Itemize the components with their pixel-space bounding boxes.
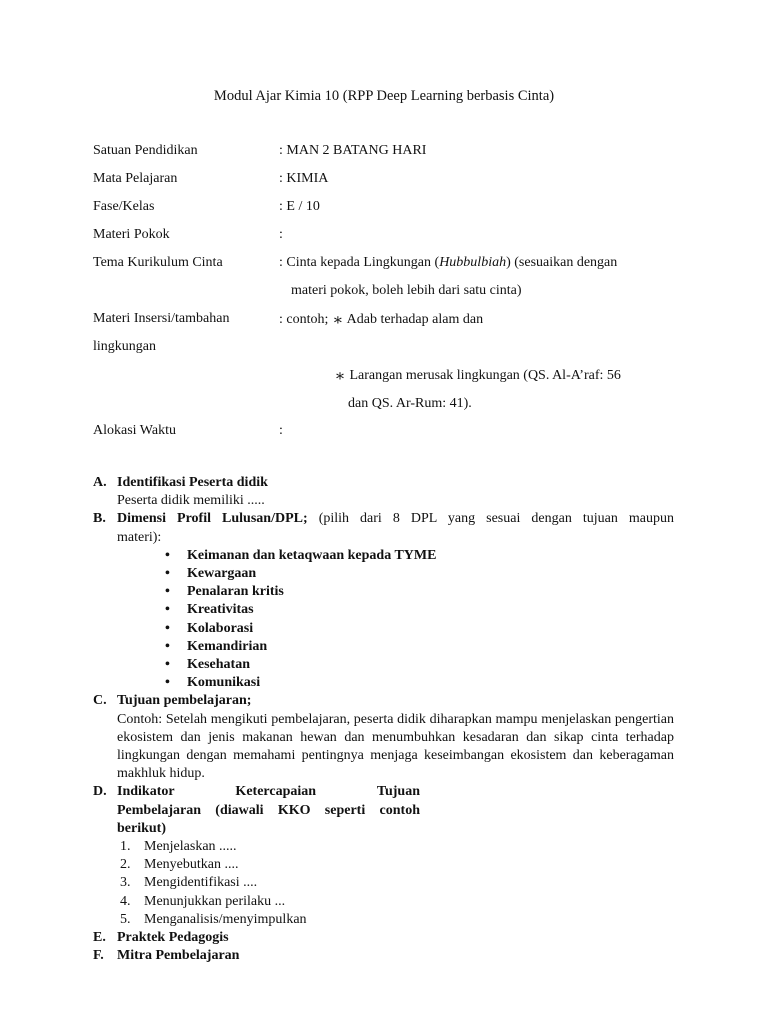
- label-tema-kurikulum: Tema Kurikulum Cinta: [93, 255, 223, 270]
- section-b-line1: [117, 510, 674, 528]
- value-tema-kurikulum: [279, 254, 617, 272]
- section-f-marker: F.: [93, 948, 104, 964]
- list-item-text: Mengidentifikasi ....: [144, 875, 258, 891]
- list-item: [93, 874, 674, 892]
- section-c-body: Contoh: Setelah mengikuti pembelajaran, peserta didik diharapkan mampu menjelaskan pengertian ekosistem dan jenis makanan hewan dan menumbuhkan kesadaran dan sikap cinta terhadap lingkungan dengan memahami pentingnya menjaga keseimbangan ekosistem dan keberagaman makhluk hidup.: [117, 711, 674, 782]
- list-item-text: Keimanan dan ketaqwaan kepada TYME: [187, 547, 437, 563]
- section-f: [93, 947, 674, 965]
- tema-suffix: ) (sesuaikan dengan: [506, 255, 618, 270]
- section-d-heading: [117, 783, 420, 838]
- list-item: [93, 856, 674, 874]
- list-item: [93, 911, 674, 929]
- value-mata-pelajaran: : KIMIA: [279, 171, 329, 186]
- list-item: [117, 565, 674, 583]
- label-materi-insersi-line2: lingkungan: [93, 339, 156, 354]
- tema-prefix: : Cinta kepada Lingkungan (: [279, 255, 440, 270]
- section-a-heading: Identifikasi Peserta didik: [117, 475, 268, 490]
- section-b: [93, 510, 674, 692]
- list-number: 4.: [120, 893, 131, 909]
- label-alokasi-waktu: Alokasi Waktu: [93, 423, 176, 438]
- label-fase-kelas: Fase/Kelas: [93, 199, 155, 214]
- value-tema-line2: materi pokok, boleh lebih dari satu cinta): [291, 283, 522, 298]
- list-item: [117, 638, 674, 656]
- section-e: [93, 929, 674, 947]
- list-number: 5.: [120, 911, 131, 927]
- list-item-text: Penalaran kritis: [187, 584, 284, 600]
- section-e-marker: E.: [93, 930, 106, 946]
- value-materi-insersi: [279, 310, 483, 329]
- bullet-icon: •: [165, 675, 170, 691]
- list-item-text: Kesehatan: [187, 657, 250, 673]
- list-item: [93, 893, 674, 911]
- list-item-text: Menjelaskan .....: [144, 839, 237, 855]
- insersi-item-2-text: Larangan merusak lingkungan (QS. Al-A’raf: 56: [349, 368, 621, 383]
- label-satuan-pendidikan: Satuan Pendidikan: [93, 143, 198, 158]
- section-c: [93, 692, 674, 783]
- insersi-item-2: [334, 366, 621, 385]
- section-f-heading: Mitra Pembelajaran: [117, 948, 240, 964]
- indicator-list: [93, 838, 674, 929]
- list-item: [117, 674, 674, 692]
- value-satuan-pendidikan: : MAN 2 BATANG HARI: [279, 143, 427, 158]
- section-d-marker: D.: [93, 784, 107, 800]
- label-mata-pelajaran: Mata Pelajaran: [93, 171, 178, 186]
- list-item-text: Menganalisis/menyimpulkan: [144, 911, 307, 927]
- list-item-text: Menyebutkan ....: [144, 857, 239, 873]
- list-number: 1.: [120, 839, 131, 855]
- insersi-item-1: Adab terhadap alam dan: [346, 312, 484, 327]
- value-materi-pokok: :: [279, 227, 283, 242]
- section-a: [93, 474, 674, 510]
- list-item-text: Kemandirian: [187, 638, 268, 654]
- section-b-heading: Dimensi Profil Lulusan/DPL;: [117, 511, 308, 527]
- section-d-heading-line2: Pembelajaran (diawali KKO seperti contoh: [117, 802, 420, 818]
- section-e-heading: Praktek Pedagogis: [117, 930, 229, 946]
- list-item: [117, 601, 674, 619]
- list-item-text: Menunjukkan perilaku ...: [144, 893, 286, 909]
- asterisk-icon: ⁎: [336, 366, 344, 383]
- section-a-marker: A.: [93, 475, 107, 490]
- dpl-list: [117, 547, 674, 693]
- list-number: 3.: [120, 875, 131, 891]
- document-title: Modul Ajar Kimia 10 (RPP Deep Learning berbasis Cinta): [213, 88, 555, 104]
- list-number: 2.: [120, 857, 131, 873]
- insersi-item-2-line2: dan QS. Ar-Rum: 41).: [348, 396, 472, 411]
- section-d-heading-line1: Indikator Ketercapaian Tujuan: [117, 784, 420, 800]
- list-item: [117, 656, 674, 674]
- section-d-heading-line3: berikut): [117, 820, 166, 836]
- bullet-icon: •: [165, 566, 170, 582]
- section-b-marker: B.: [93, 511, 106, 527]
- list-item-text: Kewargaan: [187, 566, 257, 582]
- insersi-prefix: : contoh;: [279, 312, 329, 327]
- list-item: [93, 838, 674, 856]
- list-item: [117, 547, 674, 565]
- section-list: [93, 474, 674, 965]
- list-item: [117, 583, 674, 601]
- section-b-body-line2: materi):: [117, 529, 162, 545]
- section-a-body: Peserta didik memiliki .....: [117, 493, 265, 509]
- list-item-text: Komunikasi: [187, 675, 261, 691]
- asterisk-icon: ⁎: [333, 310, 342, 327]
- label-materi-insersi: Materi Insersi/tambahan: [93, 311, 230, 326]
- section-b-body: (pilih dari 8 DPL yang sesuai dengan tujuan maupun: [318, 511, 675, 527]
- value-alokasi-waktu: :: [279, 423, 283, 438]
- bullet-icon: •: [165, 602, 170, 618]
- value-fase-kelas: : E / 10: [279, 199, 320, 214]
- bullet-icon: •: [165, 547, 170, 563]
- bullet-icon: •: [165, 657, 170, 673]
- list-item-text: Kreativitas: [187, 602, 254, 618]
- list-item: [117, 620, 674, 638]
- tema-italic: Hubbulbiah: [439, 255, 507, 270]
- bullet-icon: •: [165, 620, 170, 636]
- bullet-icon: •: [165, 638, 170, 654]
- bullet-icon: •: [165, 584, 170, 600]
- label-materi-pokok: Materi Pokok: [93, 227, 170, 242]
- list-item-text: Kolaborasi: [187, 620, 254, 636]
- section-c-marker: C.: [93, 693, 107, 709]
- section-d: [93, 783, 674, 838]
- section-c-heading: Tujuan pembelajaran;: [117, 693, 252, 709]
